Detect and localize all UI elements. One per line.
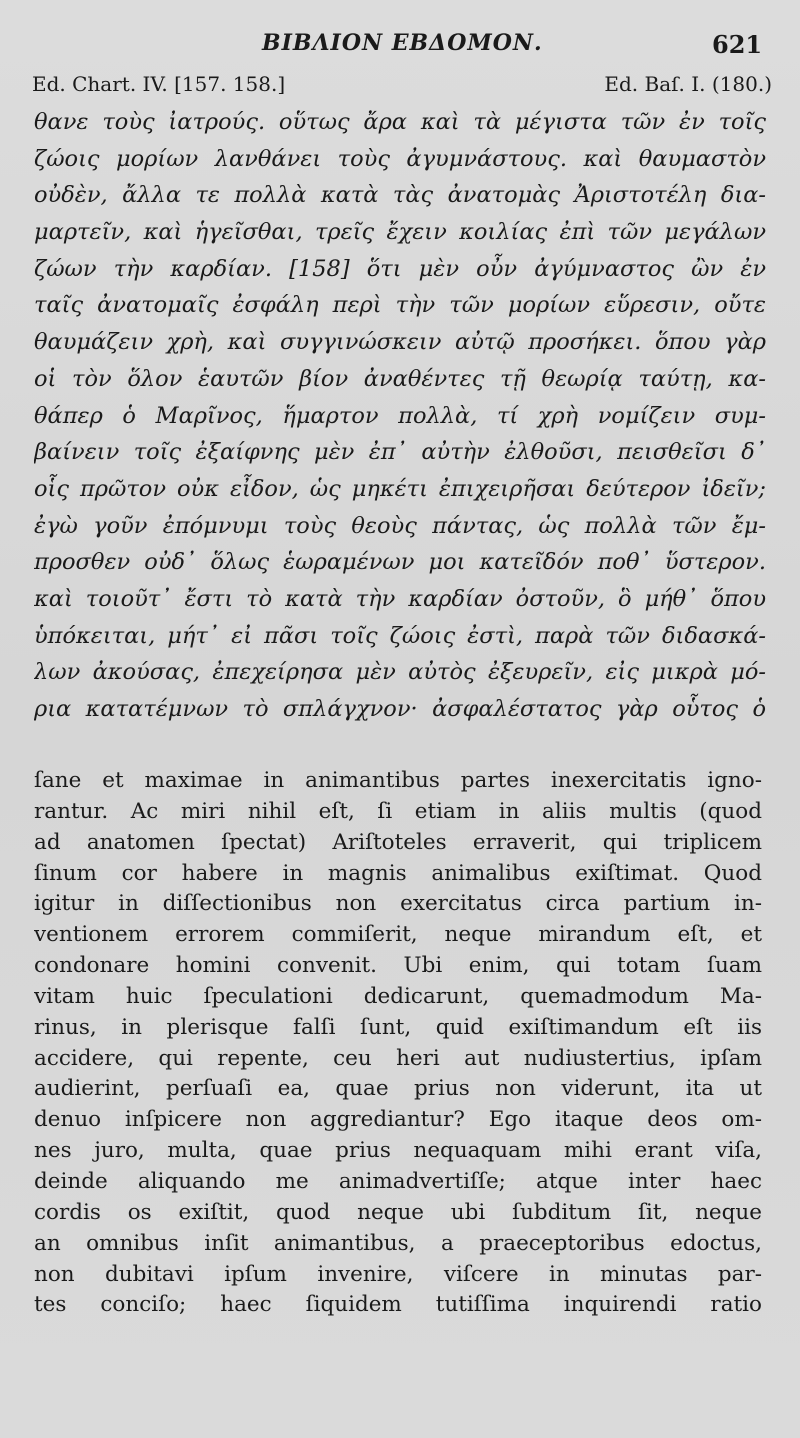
latin-line: rantur. Ac miri nihil eſt, ſi etiam in aliis multis (quod <box>34 798 762 824</box>
greek-line: ζώων τὴν καρδίαν. [158] ὅτι μὲν οὖν ἀγύμναστος ὢν ἐν <box>34 255 766 282</box>
book-title: BIBΛΙΟΝ ΕΒΔΟΜΟΝ. <box>262 30 543 56</box>
edition-basel: Ed. Baſ. I. (180.) <box>604 72 772 96</box>
greek-line: θάπερ ὁ Μαρῖνος, ἥμαρτον πολλὰ, τί χρὴ νομίζειν συμ- <box>34 402 766 429</box>
latin-line: vitam huic ſpeculationi dedicarunt, quemadmodum Ma- <box>34 983 762 1009</box>
latin-line: audierint, perſuaſi ea, quae prius non viderunt, ita ut <box>34 1076 762 1102</box>
latin-line: an omnibus inſit animantibus, a praeceptoribus edoctus, <box>34 1230 762 1256</box>
greek-line: οἷς πρῶτον οὐκ εἶδον, ὡς μηκέτι ἐπιχειρῆσαι δεύτερον ἰδεῖν; <box>34 475 766 502</box>
greek-line: ὑπόκειται, μήτ᾽ εἰ πᾶσι τοῖς ζώοις ἐστὶ, παρὰ τῶν διδασκά- <box>34 622 766 649</box>
greek-line: θανε τοὺς ἰατρούς. οὕτως ἄρα καὶ τὰ μέγιστα τῶν ἐν τοῖς <box>34 109 766 135</box>
latin-line: tes conciſo; haec ſiquidem tutiſſima inquirendi ratio <box>34 1292 762 1318</box>
latin-line: non dubitavi ipſum invenire, viſcere in minutas par- <box>34 1261 762 1287</box>
greek-line: ζώοις μορίων λανθάνει τοὺς ἀγυμνάστους. καὶ θαυμαστὸν <box>34 145 766 172</box>
greek-line: ἐγὼ γοῦν ἐπόμνυμι τοὺς θεοὺς πάντας, ὡς πολλὰ τῶν ἔμ- <box>34 512 766 539</box>
latin-line: nes juro, multa, quae prius nequaquam mihi erant viſa, <box>34 1138 762 1164</box>
greek-line: μαρτεῖν, καὶ ἡγεῖσθαι, τρεῖς ἔχειν κοιλίας ἐπὶ τῶν μεγάλων <box>34 219 766 246</box>
latin-line: denuo inſpicere non aggrediantur? Ego itaque deos om- <box>34 1107 762 1133</box>
latin-line: ſane et maximae in animantibus partes inexercitatis igno- <box>34 768 762 793</box>
latin-line: cordis os exiſtit, quod neque ubi ſubditum ſit, neque <box>34 1199 762 1225</box>
latin-line: ſinum cor habere in magnis animalibus exiſtimat. Quod <box>34 860 762 886</box>
greek-line: ρια κατατέμνων τὸ σπλάγχνον· ἀσφαλέστατος γὰρ οὗτος ὁ <box>34 696 766 722</box>
edition-chartier: Ed. Chart. IV. [157. 158.] <box>32 72 286 96</box>
latin-line: accidere, qui repente, ceu heri aut nudiustertius, ipſam <box>34 1045 762 1071</box>
greek-line: ταῖς ἀνατομαῖς ἐσφάλη περὶ τὴν τῶν μορίων εὕρεσιν, οὔτε <box>34 292 766 319</box>
greek-line: προσθεν οὐδ᾽ ὅλως ἑωραμένων μοι κατεῖδόν ποθ᾽ ὕστερον. <box>34 549 766 576</box>
latin-line: ad anatomen ſpectat) Ariſtoteles erraverit, qui triplicem <box>34 829 762 855</box>
latin-line: deinde aliquando me animadvertiſſe; atque inter haec <box>34 1168 762 1194</box>
greek-text <box>34 104 766 728</box>
page-number: 621 <box>712 30 763 59</box>
latin-line: ventionem errorem commiſerit, neque mirandum eſt, et <box>34 922 762 948</box>
running-head <box>0 30 800 64</box>
greek-line: οὐδὲν, ἄλλα τε πολλὰ κατὰ τὰς ἀνατομὰς Ἀριστοτέλη δια- <box>34 182 766 209</box>
greek-line: καὶ τοιοῦτ᾽ ἔστι τὸ κατὰ τὴν καρδίαν ὀστοῦν, ὃ μήθ᾽ ὅπου <box>34 585 766 612</box>
latin-line: rinus, in plerisque falſi ſunt, quid exiſtimandum eſt iis <box>34 1014 762 1040</box>
latin-line: igitur in diſſectionibus non exercitatus circa partium in- <box>34 891 762 917</box>
latin-translation <box>34 766 762 1321</box>
latin-line: condonare homini convenit. Ubi enim, qui totam ſuam <box>34 953 762 979</box>
edition-reference <box>32 72 772 102</box>
greek-line: βαίνειν τοῖς ἐξαίφνης μὲν ἐπ᾽ αὐτὴν ἐλθοῦσι, πεισθεῖσι δ᾽ <box>34 439 766 466</box>
greek-line: θαυμάζειν χρὴ, καὶ συγγινώσκειν αὐτῷ προσήκει. ὅπου γὰρ <box>34 329 766 356</box>
greek-line: οἱ τὸν ὅλον ἑαυτῶν βίον ἀναθέντες τῇ θεωρίᾳ ταύτῃ, κα- <box>34 365 766 392</box>
greek-line: λων ἀκούσας, ἐπεχείρησα μὲν αὐτὸς ἐξευρεῖν, εἰς μικρὰ μό- <box>34 659 766 686</box>
